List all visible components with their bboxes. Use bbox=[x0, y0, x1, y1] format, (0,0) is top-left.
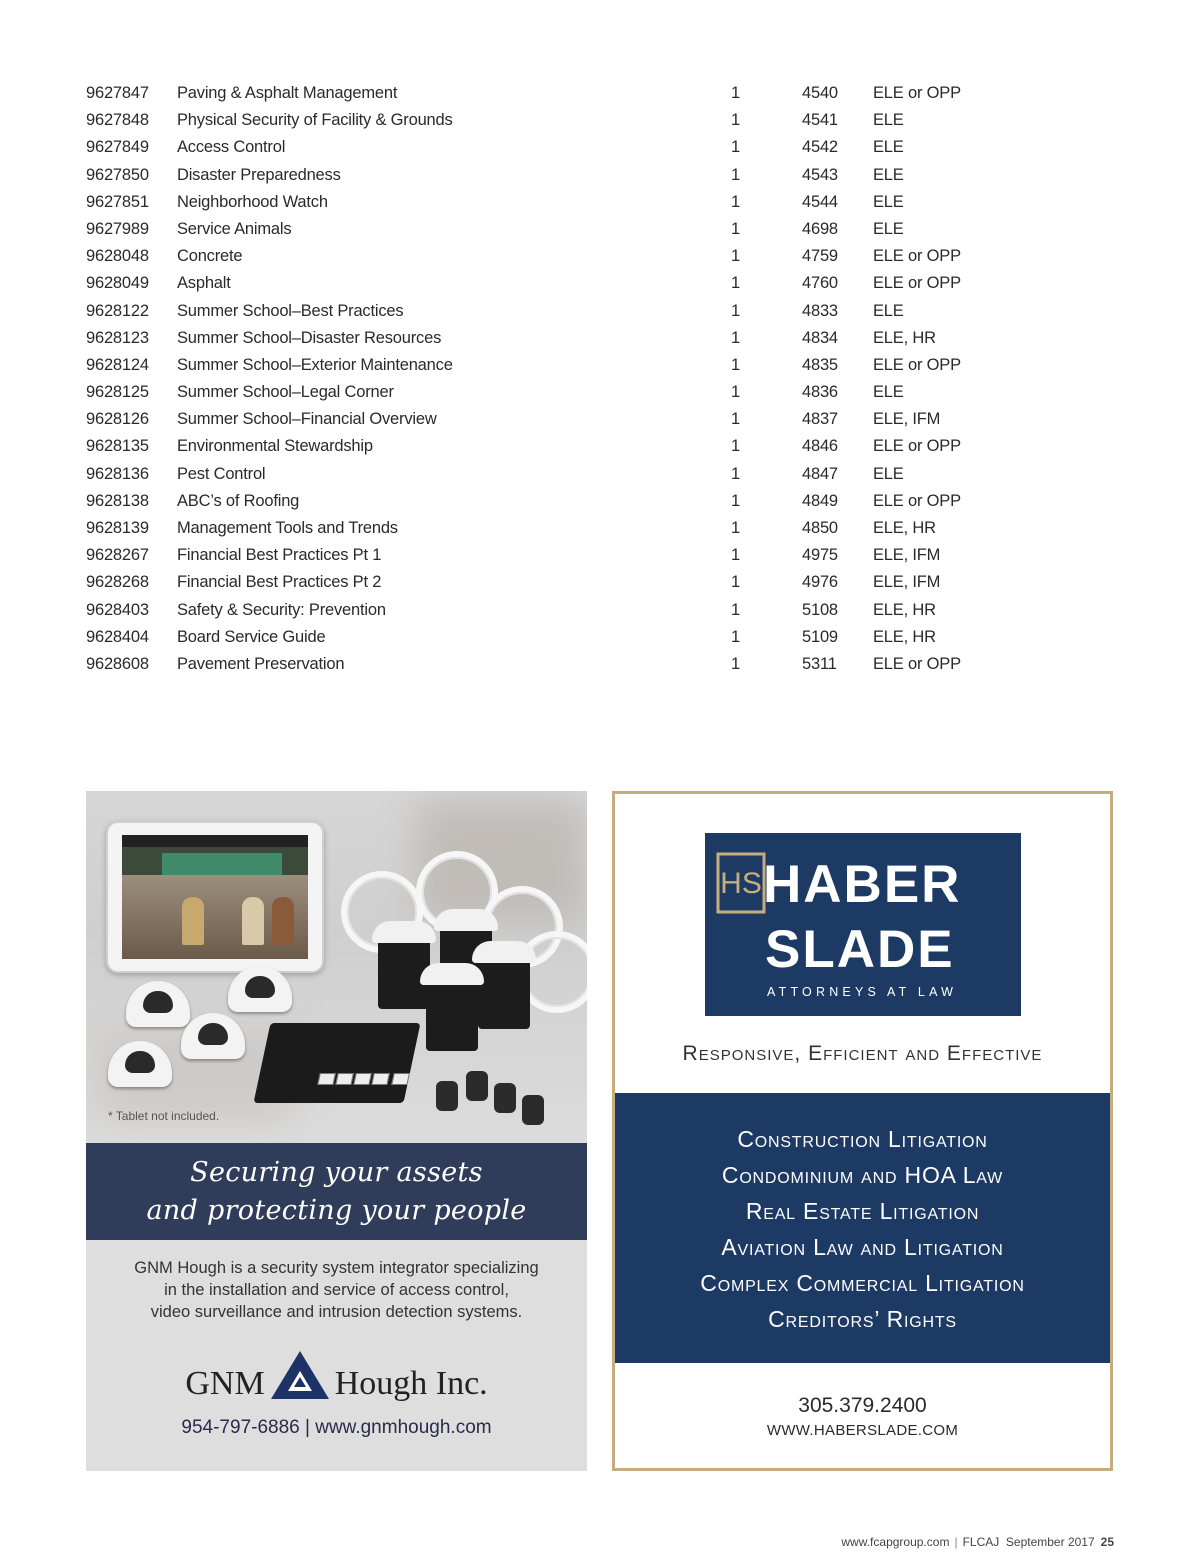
course-number: 9628049 bbox=[86, 274, 149, 293]
course-code: 4544 bbox=[802, 192, 838, 211]
course-category: ELE, HR bbox=[873, 328, 936, 347]
course-title: Financial Best Practices Pt 1 bbox=[177, 546, 382, 565]
course-number: 9628123 bbox=[86, 328, 149, 347]
table-row bbox=[86, 379, 986, 406]
network-switch-icon bbox=[253, 1023, 420, 1103]
tablet-device bbox=[106, 821, 324, 973]
course-credit: 1 bbox=[731, 274, 740, 293]
footer-separator: | bbox=[954, 1535, 958, 1549]
course-category: ELE bbox=[873, 464, 904, 483]
gnm-contact: 954-797-6886 | www.gnmhough.com bbox=[181, 1417, 492, 1438]
sensor-unit-icon bbox=[378, 931, 430, 1009]
footer-site: www.fcapgroup.com bbox=[841, 1535, 950, 1549]
table-row bbox=[86, 298, 986, 325]
course-credit: 1 bbox=[731, 219, 740, 238]
tablet-screen bbox=[122, 835, 308, 959]
triangle-logo-icon bbox=[269, 1349, 331, 1401]
course-number: 9628404 bbox=[86, 627, 149, 646]
course-category: ELE or OPP bbox=[873, 355, 961, 374]
course-number: 9628135 bbox=[86, 437, 149, 456]
ethernet-port-icon bbox=[371, 1073, 390, 1085]
screen-person bbox=[182, 897, 204, 945]
screen-awning bbox=[162, 853, 282, 875]
course-category: ELE or OPP bbox=[873, 437, 961, 456]
firm-name-line1: HABER bbox=[763, 855, 962, 914]
course-credit: 1 bbox=[731, 247, 740, 266]
course-credit: 1 bbox=[731, 192, 740, 211]
course-credit: 1 bbox=[731, 464, 740, 483]
screen-toolbar bbox=[122, 835, 308, 847]
description-line: in the installation and service of access control, bbox=[164, 1281, 509, 1299]
course-code: 4543 bbox=[802, 165, 838, 184]
haber-slade-ad bbox=[612, 791, 1113, 1471]
course-category: ELE, IFM bbox=[873, 573, 941, 592]
service-item: Condominium and HOA Law bbox=[721, 1162, 1004, 1188]
headline-line: Securing your assets bbox=[190, 1156, 483, 1188]
table-row bbox=[86, 597, 986, 624]
course-title: Summer School–Exterior Maintenance bbox=[177, 355, 453, 374]
course-credit: 1 bbox=[731, 600, 740, 619]
page-footer bbox=[841, 1535, 1114, 1549]
logo-text-left: GNM bbox=[185, 1365, 265, 1402]
table-row bbox=[86, 134, 986, 161]
course-category: ELE bbox=[873, 301, 904, 320]
course-number: 9628048 bbox=[86, 247, 149, 266]
table-row bbox=[86, 216, 986, 243]
course-title: Physical Security of Facility & Grounds bbox=[177, 111, 453, 130]
course-title: Service Animals bbox=[177, 219, 292, 238]
course-number: 9628136 bbox=[86, 464, 149, 483]
table-row bbox=[86, 270, 986, 297]
course-number: 9627850 bbox=[86, 165, 149, 184]
course-title: Paving & Asphalt Management bbox=[177, 84, 398, 102]
course-code: 4759 bbox=[802, 247, 838, 266]
firm-tagline: Responsive, Efficient and Effective bbox=[682, 1042, 1043, 1065]
table-row bbox=[86, 189, 986, 216]
course-code: 4835 bbox=[802, 355, 838, 374]
course-credit: 1 bbox=[731, 84, 740, 102]
course-code: 4833 bbox=[802, 301, 838, 320]
course-category: ELE or OPP bbox=[873, 84, 961, 102]
course-title: Pavement Preservation bbox=[177, 654, 345, 673]
course-category: ELE bbox=[873, 383, 904, 402]
tablet-note: * Tablet not included. bbox=[108, 1109, 220, 1123]
course-category: ELE, IFM bbox=[873, 546, 941, 565]
course-category: ELE, HR bbox=[873, 519, 936, 537]
course-title: Summer School–Financial Overview bbox=[177, 410, 437, 429]
course-title: Financial Best Practices Pt 2 bbox=[177, 573, 382, 592]
course-credit: 1 bbox=[731, 573, 740, 592]
course-title: Summer School–Legal Corner bbox=[177, 383, 394, 402]
course-title: Disaster Preparedness bbox=[177, 165, 341, 184]
table-row bbox=[86, 243, 986, 270]
table-row bbox=[86, 488, 986, 515]
ethernet-port-icon bbox=[317, 1073, 336, 1085]
course-code: 4541 bbox=[802, 111, 838, 130]
course-number: 9628126 bbox=[86, 410, 149, 429]
course-title: Summer School–Disaster Resources bbox=[177, 328, 442, 347]
course-code: 4849 bbox=[802, 491, 838, 510]
course-table bbox=[86, 80, 986, 678]
course-credit: 1 bbox=[731, 355, 740, 374]
course-code: 5109 bbox=[802, 627, 838, 646]
mini-lens-icon bbox=[436, 1081, 458, 1111]
course-title: Safety & Security: Prevention bbox=[177, 600, 386, 619]
ethernet-port-icon bbox=[335, 1073, 354, 1085]
footer-issue: FLCAJ September 2017 bbox=[962, 1535, 1095, 1549]
table-row bbox=[86, 461, 986, 488]
course-category: ELE, HR bbox=[873, 627, 936, 646]
course-number: 9627851 bbox=[86, 192, 149, 211]
course-category: ELE, HR bbox=[873, 600, 936, 619]
gnm-hough-ad bbox=[86, 791, 587, 1471]
course-code: 4850 bbox=[802, 519, 838, 537]
gnm-description bbox=[86, 1257, 587, 1323]
table-row bbox=[86, 80, 986, 107]
course-code: 5108 bbox=[802, 600, 838, 619]
course-credit: 1 bbox=[731, 383, 740, 402]
course-credit: 1 bbox=[731, 437, 740, 456]
ethernet-port-icon bbox=[353, 1073, 372, 1085]
service-item: Construction Litigation bbox=[737, 1126, 988, 1152]
course-code: 4846 bbox=[802, 437, 838, 456]
course-category: ELE bbox=[873, 111, 904, 130]
course-code: 4837 bbox=[802, 410, 838, 429]
course-number: 9628403 bbox=[86, 600, 149, 619]
ethernet-port-icon bbox=[391, 1073, 410, 1085]
course-title: Environmental Stewardship bbox=[177, 437, 373, 456]
service-item: Creditors’ Rights bbox=[768, 1306, 957, 1332]
table-row bbox=[86, 624, 986, 651]
course-title: Summer School–Best Practices bbox=[177, 301, 404, 320]
course-category: ELE bbox=[873, 138, 904, 157]
headline-line: and protecting your people bbox=[146, 1194, 527, 1226]
table-row bbox=[86, 107, 986, 134]
course-title: Asphalt bbox=[177, 274, 231, 293]
course-credit: 1 bbox=[731, 491, 740, 510]
course-number: 9628608 bbox=[86, 654, 149, 673]
course-category: ELE or OPP bbox=[873, 274, 961, 293]
course-credit: 1 bbox=[731, 165, 740, 184]
course-number: 9628124 bbox=[86, 355, 149, 374]
course-title: Board Service Guide bbox=[177, 627, 326, 646]
table-row bbox=[86, 352, 986, 379]
dome-camera-icon bbox=[181, 1013, 245, 1059]
course-category: ELE or OPP bbox=[873, 491, 961, 510]
mini-lens-icon bbox=[522, 1095, 544, 1125]
course-code: 4834 bbox=[802, 328, 838, 347]
course-credit: 1 bbox=[731, 111, 740, 130]
logo-text-right: Hough Inc. bbox=[334, 1365, 488, 1402]
course-number: 9627849 bbox=[86, 138, 149, 157]
description-line: video surveillance and intrusion detection systems. bbox=[150, 1303, 523, 1321]
course-category: ELE bbox=[873, 219, 904, 238]
course-credit: 1 bbox=[731, 138, 740, 157]
firm-phone: 305.379.2400 bbox=[798, 1394, 927, 1417]
course-title: Access Control bbox=[177, 138, 286, 157]
table-row bbox=[86, 515, 986, 542]
hs-monogram-text: HS bbox=[720, 867, 762, 900]
screen-person bbox=[272, 897, 294, 945]
sensor-unit-icon bbox=[478, 951, 530, 1029]
course-code: 4975 bbox=[802, 546, 838, 565]
hs-monogram-icon bbox=[715, 851, 767, 915]
course-credit: 1 bbox=[731, 410, 740, 429]
course-category: ELE bbox=[873, 165, 904, 184]
table-row bbox=[86, 325, 986, 352]
course-code: 4698 bbox=[802, 219, 838, 238]
haber-slade-logo bbox=[705, 833, 1021, 1016]
course-number: 9628139 bbox=[86, 519, 149, 537]
gnm-hough-logo bbox=[86, 1353, 587, 1403]
course-code: 4847 bbox=[802, 464, 838, 483]
sensor-unit-icon bbox=[426, 973, 478, 1051]
course-credit: 1 bbox=[731, 627, 740, 646]
table-row bbox=[86, 433, 986, 460]
security-products-photo bbox=[86, 791, 587, 1143]
service-item: Complex Commercial Litigation bbox=[700, 1270, 1025, 1296]
mini-lens-icon bbox=[466, 1071, 488, 1101]
description-line: GNM Hough is a security system integrator specializing bbox=[134, 1259, 539, 1277]
course-code: 4976 bbox=[802, 573, 838, 592]
services-panel bbox=[615, 1093, 1110, 1363]
course-code: 5311 bbox=[802, 654, 837, 673]
firm-name-line2: SLADE bbox=[765, 920, 955, 979]
service-item: Aviation Law and Litigation bbox=[721, 1234, 1004, 1260]
course-credit: 1 bbox=[731, 654, 740, 673]
course-title: Concrete bbox=[177, 247, 243, 266]
course-title: Pest Control bbox=[177, 464, 266, 483]
mini-lens-icon bbox=[494, 1083, 516, 1113]
course-number: 9627847 bbox=[86, 84, 149, 102]
course-code: 4540 bbox=[802, 84, 838, 102]
course-title: Management Tools and Trends bbox=[177, 519, 398, 537]
page-number: 25 bbox=[1100, 1535, 1114, 1549]
gnm-headline-banner bbox=[86, 1143, 587, 1240]
course-title: Neighborhood Watch bbox=[177, 192, 328, 211]
course-code: 4542 bbox=[802, 138, 838, 157]
firm-website: WWW.HABERSLADE.COM bbox=[766, 1422, 959, 1439]
course-category: ELE bbox=[873, 192, 904, 211]
course-number: 9628268 bbox=[86, 573, 149, 592]
dome-camera-icon bbox=[126, 981, 190, 1027]
screen-person bbox=[242, 897, 264, 945]
course-credit: 1 bbox=[731, 301, 740, 320]
course-number: 9627848 bbox=[86, 111, 149, 130]
course-category: ELE, IFM bbox=[873, 410, 941, 429]
firm-subtitle: ATTORNEYS AT LAW bbox=[767, 985, 958, 999]
table-row bbox=[86, 569, 986, 596]
course-category: ELE or OPP bbox=[873, 247, 961, 266]
course-code: 4760 bbox=[802, 274, 838, 293]
table-row bbox=[86, 651, 986, 678]
course-credit: 1 bbox=[731, 546, 740, 565]
course-category: ELE or OPP bbox=[873, 654, 961, 673]
course-title: ABC’s of Roofing bbox=[177, 491, 300, 510]
course-credit: 1 bbox=[731, 328, 740, 347]
course-number: 9628138 bbox=[86, 491, 149, 510]
course-number: 9628122 bbox=[86, 301, 149, 320]
table-row bbox=[86, 542, 986, 569]
course-number: 9628267 bbox=[86, 546, 149, 565]
table-row bbox=[86, 406, 986, 433]
course-number: 9627989 bbox=[86, 219, 149, 238]
course-code: 4836 bbox=[802, 383, 838, 402]
course-number: 9628125 bbox=[86, 383, 149, 402]
table-row bbox=[86, 162, 986, 189]
course-credit: 1 bbox=[731, 519, 740, 537]
service-item: Real Estate Litigation bbox=[745, 1198, 980, 1224]
